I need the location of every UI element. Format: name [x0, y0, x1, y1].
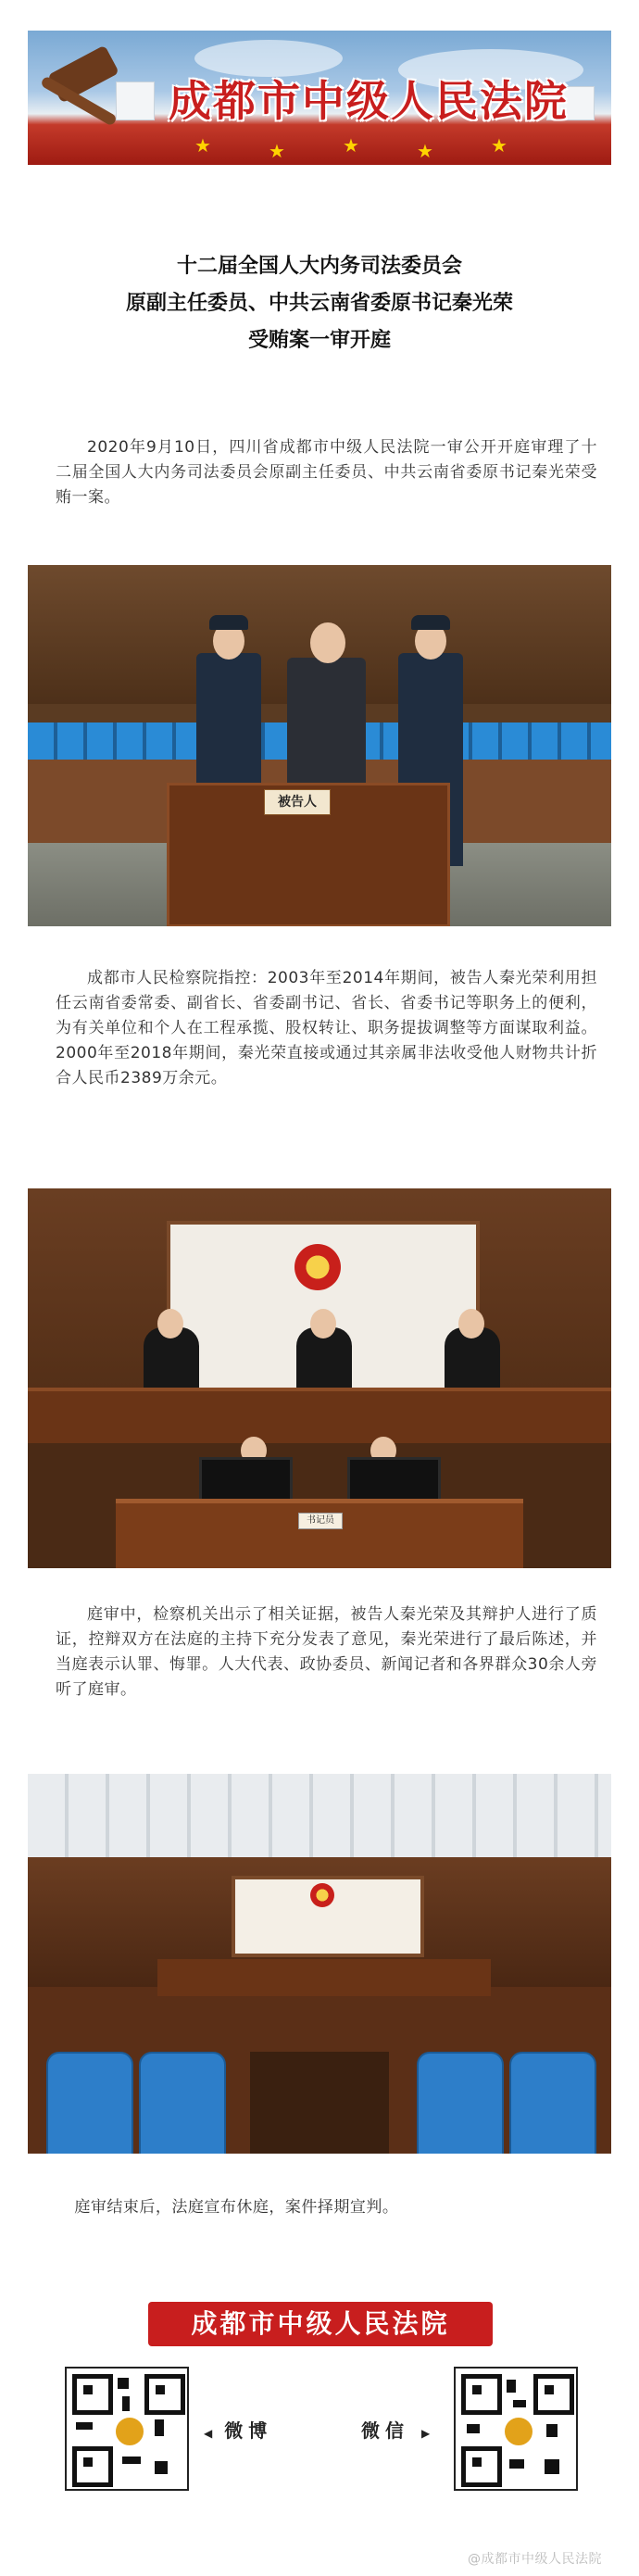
gallery-chair	[139, 2052, 226, 2154]
defendant-head	[310, 622, 345, 663]
headline-line-3: 受贿案一审开庭	[247, 329, 391, 352]
star-icon: ★	[417, 140, 433, 162]
dock-sign: 被告人	[264, 789, 331, 815]
cap-icon	[411, 615, 450, 630]
cap-icon	[209, 615, 248, 630]
weibo-label-text: 微博	[224, 2419, 273, 2442]
gallery-chair	[417, 2052, 504, 2154]
weibo-qr-code[interactable]	[65, 2367, 189, 2491]
national-emblem-icon	[310, 1883, 334, 1907]
paragraph-1: 2020年9月10日，四川省成都市中级人民法院一审公开开庭审理了十二届全国人大内务司法委员会原副主任委员、中共云南省委原书记秦光荣受贿一案。	[56, 438, 597, 507]
star-icon: ★	[343, 134, 359, 157]
photo-courtroom	[28, 1774, 611, 2154]
paragraph-2: 成都市人民检察院指控：2003年至2014年期间，被告人秦光荣利用担任云南省委常委、副省长、省委副书记、省长、省委书记等职务上的便利，为有关单位和个人在工程承揽、股权转让、职务提拔调整等方面谋取利益。2000年至2018年期间，秦光荣直接或通过其亲属非法收受他人财物共计折合人民币2389万余元。	[56, 969, 597, 1087]
star-icon: ★	[194, 134, 211, 157]
judge-head	[310, 1309, 336, 1338]
headline-line-2: 原副主任委员、中共云南省委原书记秦光荣	[125, 292, 513, 315]
judge-head	[458, 1309, 484, 1338]
gallery-chair	[46, 2052, 133, 2154]
header-banner	[28, 31, 611, 165]
wechat-logo-icon	[502, 2415, 535, 2448]
paragraph-3: 庭审中，检察机关出示了相关证据，被告人秦光荣及其辩护人进行了质证，控辩双方在法庭的主持下充分发表了意见，秦光荣进行了最后陈述，并当庭表示认罪、悔罪。人大代表、政协委员、新闻记者和各界群众30余人旁听了庭审。	[56, 1605, 597, 1699]
photo-defendant	[28, 565, 611, 926]
judge-head	[157, 1309, 183, 1338]
watermark: @成都市中级人民法院	[468, 2552, 602, 2567]
photo-judges	[28, 1188, 611, 1568]
weibo-label	[204, 2416, 272, 2443]
weibo-logo-icon	[113, 2415, 146, 2448]
wechat-label-text: 微信	[361, 2419, 409, 2442]
national-emblem-icon	[294, 1244, 341, 1290]
judge-bench	[28, 1388, 611, 1447]
defendant-dock	[250, 2052, 389, 2154]
headline-line-1: 十二届全国人大内务司法委员会	[176, 255, 462, 278]
wechat-label	[361, 2416, 430, 2443]
footer-title: 成都市中级人民法院	[148, 2302, 493, 2346]
triangle-right-icon: ▶	[420, 2427, 431, 2440]
clerk-desk	[116, 1499, 523, 1568]
banner-title: 成都市中级人民法院	[169, 76, 569, 126]
clerk-sign: 书记员	[298, 1513, 343, 1529]
triangle-left-icon: ◀	[204, 2427, 213, 2440]
wechat-qr-code[interactable]	[454, 2367, 578, 2491]
gallery-chair	[509, 2052, 596, 2154]
judge-bench	[157, 1959, 491, 1996]
star-icon: ★	[491, 134, 507, 157]
star-icon: ★	[269, 140, 285, 162]
paragraph-4: 庭审结束后，法庭宣布休庭，案件择期宣判。	[74, 2198, 399, 2217]
